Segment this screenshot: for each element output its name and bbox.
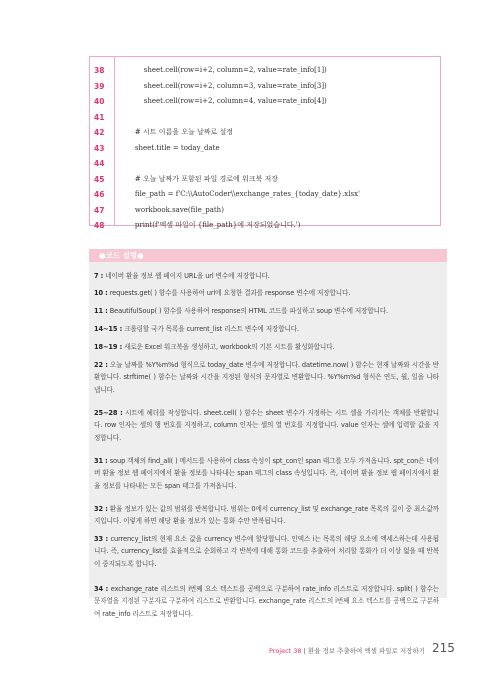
line-reference: 33 :	[94, 535, 109, 543]
code-line-text: print(f'엑셀 파일이 {file_path}에 저장되었습니다.')	[126, 221, 301, 229]
code-line	[90, 64, 440, 77]
code-line-text: sheet.cell(row=i+2, column=3, value=rate_info[3])	[126, 81, 327, 90]
bullet-icon: ●	[137, 251, 144, 260]
code-line	[90, 188, 440, 201]
explanation-paragraph	[94, 323, 439, 335]
line-reference: 10 :	[94, 289, 108, 297]
page-number: 215	[432, 641, 455, 655]
code-line-number: 46	[94, 190, 105, 199]
explanation-paragraph	[94, 455, 439, 492]
code-line-text: # 오늘 날짜가 포함된 파일 경로에 워크북 저장	[126, 174, 279, 183]
code-line-number: 40	[94, 97, 105, 106]
explanation-paragraph	[94, 287, 439, 299]
code-line-number: 42	[94, 128, 105, 137]
code-line-number: 44	[94, 159, 105, 168]
code-line	[90, 173, 440, 186]
footer-separator: |	[303, 647, 306, 655]
code-line-number: 38	[94, 66, 105, 75]
explanation-title: ●코드 설명●	[99, 251, 144, 260]
explanation-paragraph	[94, 359, 439, 396]
code-line	[90, 142, 440, 155]
line-reference: 7 :	[94, 272, 104, 280]
paragraph-text: 네이버 환율 정보 웹 페이지 URL을 url 변수에 저장합니다.	[103, 272, 270, 280]
code-line-number: 39	[94, 81, 105, 91]
paragraph-text: 새로운 Excel 워크북을 생성하고, workbook의 기본 시트를 활성화합니다.	[122, 343, 335, 351]
code-line-number: 47	[94, 205, 105, 215]
code-line-text: # 시트 이름을 오늘 날짜로 설정	[126, 128, 234, 136]
line-reference: 18~19 :	[94, 343, 123, 351]
code-listing	[89, 56, 441, 230]
code-line	[90, 95, 440, 108]
code-line-number: 45	[94, 174, 105, 184]
line-reference: 14~15 :	[94, 325, 123, 333]
paragraph-text: BeautifulSoup( ) 함수를 사용하여 response의 HTML 코드를 파싱하고 soup 변수에 저장합니다.	[107, 307, 389, 315]
code-line-number: 48	[94, 221, 105, 230]
code-line	[90, 219, 440, 232]
code-line-text: sheet.cell(row=i+2, column=2, value=rate_info[1])	[126, 66, 327, 74]
line-reference: 22 :	[94, 361, 108, 369]
explanation-paragraph	[94, 407, 439, 444]
code-line	[90, 80, 440, 93]
code-line-text: sheet.cell(row=i+2, column=4, value=rate_info[4])	[126, 97, 327, 105]
line-reference: 11 :	[94, 307, 108, 315]
code-line-number: 43	[94, 143, 105, 153]
code-line	[90, 126, 440, 139]
explanation-header	[89, 249, 447, 262]
explanation-paragraph	[94, 305, 439, 317]
code-line-text: file_path = f'C:\\AutoCoder\\exchange_rates_{today_date}.xlsx'	[126, 190, 360, 198]
code-line-number: 41	[94, 112, 105, 122]
explanation-paragraph	[94, 533, 439, 570]
paragraph-text: 오늘 날짜를 %Y%m%d 형식으로 today_date 변수에 저장합니다. datetime.now( ) 함수는 현재 날짜와 시간을 반환합니다. strftime( ) 함수는 날짜와 시간을 지정된 형식의 문자열로 변환합니다. %Y%m%d 형식은 연도, 월, 일을 나타냅니다.	[94, 361, 439, 394]
line-reference: 34 :	[94, 585, 109, 593]
code-explanation-panel	[89, 249, 447, 618]
line-reference: 25~28 :	[94, 409, 123, 417]
explanation-paragraph	[94, 503, 439, 528]
paragraph-text: 환율 정보가 있는 값의 범위를 반복합니다. 범위는 0에서 currency_list 및 exchange_rate 목록의 길이 중 최소값까지입니다. 이렇게 하면 해당 환율 정보가 있는 통화 수만 반복됩니다.	[94, 505, 439, 526]
code-line-text: workbook.save(file_path)	[126, 205, 224, 214]
line-reference: 32 :	[94, 505, 108, 513]
code-line	[90, 204, 440, 217]
paragraph-text: exchange_rate 리스트의 i번째 요소 텍스트를 공백으로 구분하여 rate_info 리스트로 저장합니다. split( ) 함수는 문자열을 지정된 구분자로 구분하여 리스트로 반환합니다. exchange_rate 리스트의 i번째 요소 텍스트를 공백으로 구분하여 rate_info 리스트로 저장합니다.	[94, 585, 439, 618]
code-line	[90, 157, 440, 170]
running-footer	[269, 646, 425, 656]
code-line-text: sheet.title = today_date	[126, 143, 220, 152]
footer-project: Project 38	[268, 647, 302, 655]
footer-title: 환율 정보 추출하여 엑셀 파일로 저장하기	[307, 647, 425, 655]
explanation-paragraph	[94, 583, 439, 620]
paragraph-text: soup 객체의 find_all( ) 메서드를 사용하여 class 속성이 spt_con인 span 태그를 모두 가져옵니다. spt_con은 네이버 환율 정보 웹 페이지에서 환율 정보를 나타내는 span 태그의 class 속성입니다. 즉, 네이버 환율 정보 웹 페이지에서 환율 정보를 나타내는 모든 span 태그를 가져옵니다.	[94, 457, 439, 490]
paragraph-text: 시트에 헤더를 작성합니다. sheet.cell( ) 함수는 sheet 변수가 지정하는 시트 셀을 가리키는 객체를 반환합니다. row 인자는 셀의 행 번호를 지정하고, column 인자는 셀의 열 번호를 지정합니다. value 인자는 셀에 입력할 값을 지정합니다.	[94, 409, 439, 442]
paragraph-text: currency_list의 현재 요소 값을 currency 변수에 할당합니다. 인덱스 i는 목록의 해당 요소에 액세스하는데 사용됩니다. 즉, currency_list를 효율적으로 순회하고 각 반복에 대해 통화 코드를 추출하여 처리할 통화가 더 이상 없을 때 반복이 중지되도록 합니다.	[94, 535, 439, 568]
paragraph-text: requests.get( ) 함수를 사용하여 url에 요청한 결과를 response 변수에 저장합니다.	[107, 289, 351, 297]
paragraph-text: 크롤링할 국가 목록을 current_list 리스트 변수에 저장합니다.	[122, 325, 300, 333]
explanation-paragraph	[94, 270, 439, 282]
line-reference: 31 :	[94, 457, 108, 465]
code-line	[90, 111, 440, 124]
explanation-paragraph	[94, 341, 439, 353]
bullet-icon: ●	[99, 251, 106, 260]
